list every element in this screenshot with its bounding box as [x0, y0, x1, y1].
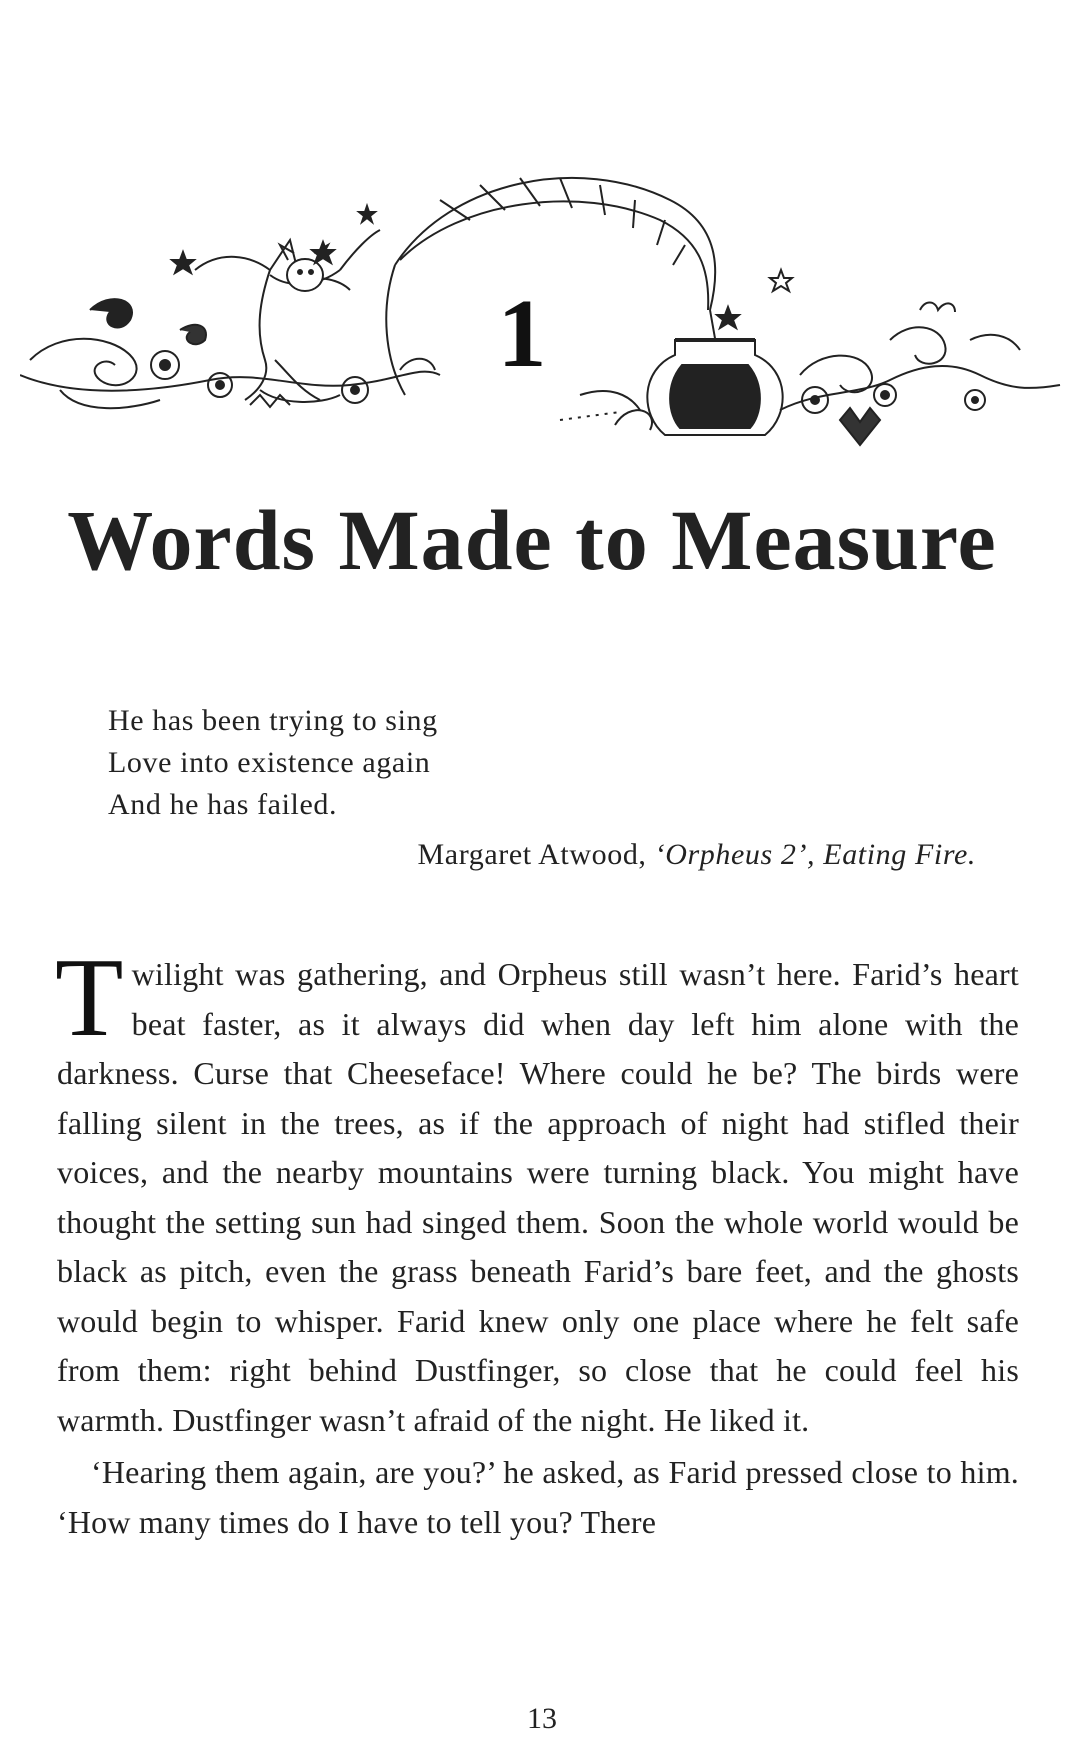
page-number: 13 — [527, 1702, 557, 1735]
epigraph-collection: Eating Fire. — [823, 838, 976, 871]
chapter-title: Words Made to Measure — [67, 492, 997, 588]
drop-cap: T — [55, 936, 124, 1060]
paragraph: ‘Hearing them again, are you?’ he asked, as Farid pressed close to him. ‘How many times do I have to tell you? There — [57, 1454, 1019, 1540]
epigraph — [108, 700, 438, 826]
epigraph-line: Love into existence again — [108, 746, 431, 779]
chapter-number: 1 — [497, 280, 547, 388]
epigraph-author: Margaret Atwood, — [417, 838, 647, 871]
paragraph — [55, 936, 1019, 1445]
epigraph-line: He has been trying to sing — [108, 704, 438, 737]
chapter-body — [55, 936, 1019, 1547]
epigraph-work: ‘Orpheus 2’, — [654, 838, 816, 871]
epigraph-line: And he has failed. — [108, 788, 338, 821]
epigraph-attribution — [418, 838, 976, 872]
paragraph-text: wilight was gathering, and Orpheus still wasn’t here. Farid’s heart beat faster, as it always did when day left him alone with the darkness. Curse that Cheeseface! Where could he be? The birds were falling silent in the trees, as if the approach of night had stifled their voices, and the nearby mountains were turning black. You might have thought the setting sun had singed them. Soon the whole world would be black as pitch, even the grass beneath Farid’s bare feet, and the ghosts would begin to whisper. Farid knew only one place where he felt safe from them: right behind Dustfinger, so close that he could feel his warmth. Dustfinger wasn’t afraid of the night. He liked it. — [57, 956, 1019, 1438]
